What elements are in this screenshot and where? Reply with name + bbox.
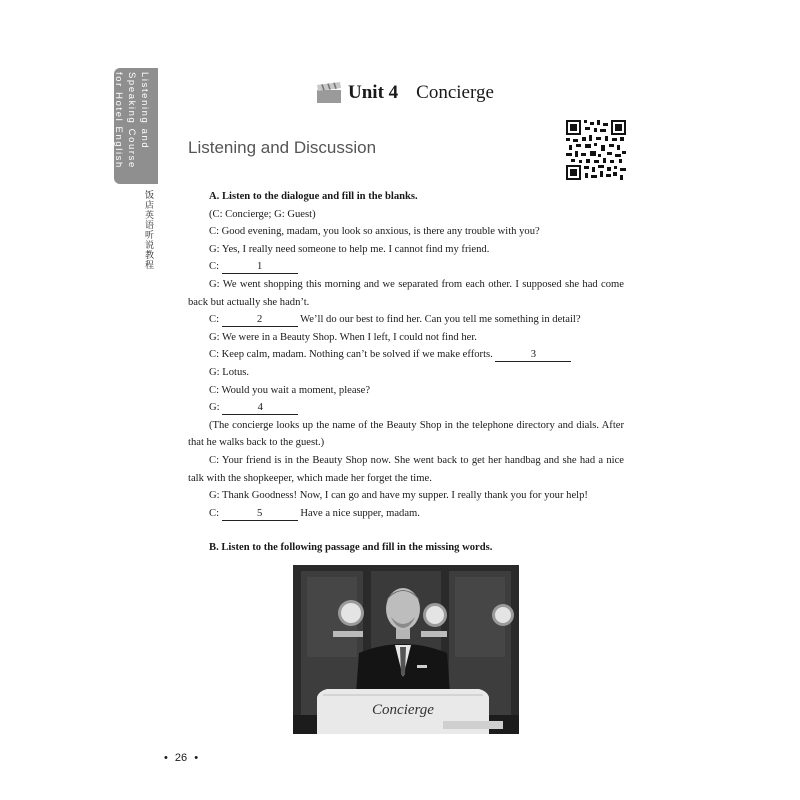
answer-blank-2[interactable]: 2: [222, 314, 298, 327]
answer-blank-4[interactable]: 4: [222, 402, 298, 415]
dialogue-line: G: We went shopping this morning and we separated from each other. I supposed she had come back but actually she hadn’t.: [188, 278, 624, 308]
dialogue-line: G: Lotus.: [209, 366, 250, 378]
page-number-footer: [164, 752, 198, 764]
dialogue-line: G: 4: [188, 399, 624, 417]
dialogue-line: C: Keep calm, madam. Nothing can’t be solved if we make efforts. 3: [188, 346, 624, 364]
dialogue-line: C: Your friend is in the Beauty Shop now. She went back to get her handbag and she had a nice talk with the shopkeeper, which made her forget the time.: [188, 454, 624, 484]
page-bullet: •: [194, 752, 199, 764]
qr-code[interactable]: [566, 120, 626, 180]
dialogue-line: (C: Concierge; G: Guest): [209, 208, 316, 220]
desk-sign-text: Concierge: [372, 702, 434, 718]
dialogue-line: C: 1: [188, 258, 624, 276]
answer-blank-3[interactable]: 3: [495, 349, 571, 362]
unit-title: Concierge: [416, 82, 494, 103]
page-bullet: •: [164, 752, 168, 764]
part-b-heading: B. Listen to the following passage and fill in the missing words.: [209, 542, 493, 554]
unit-header: [316, 82, 494, 104]
part-a-heading: A. Listen to the dialogue and fill in the blanks.: [209, 191, 418, 202]
answer-blank-1[interactable]: 1: [222, 261, 298, 274]
dialogue-line: C: Would you wait a moment, please?: [209, 384, 371, 396]
dialogue-line: C: Good evening, madam, you look so anxious, is there any trouble with you?: [209, 226, 540, 238]
clapperboard-icon: [316, 82, 342, 104]
page-number: 26: [174, 752, 188, 764]
dialogue-line: G: Thank Goodness! Now, I can go and have my supper. I really thank you for your help!: [209, 490, 588, 502]
dialogue-line: G: Yes, I really need someone to help me. I cannot find my friend.: [209, 243, 490, 255]
section-title: Listening and Discussion: [188, 138, 377, 157]
dialogue-content: [188, 188, 624, 557]
dialogue-line: C: 2 We’ll do our best to find her. Can you tell me something in detail?: [209, 314, 581, 326]
unit-number: Unit 4: [348, 82, 399, 103]
side-tab: [114, 68, 158, 184]
dialogue-line: C: 5 Have a nice supper, madam.: [209, 507, 420, 519]
side-tab-title: Listening and Speaking Course for Hotel English: [113, 72, 150, 169]
dialogue-line: (The concierge looks up the name of the Beauty Shop in the telephone directory and dials. After that he walks back to the guest.): [188, 419, 624, 449]
concierge-photo: [293, 565, 519, 734]
side-tab-chinese: 饭店英语听说教程: [143, 190, 153, 270]
dialogue-line: G: We were in a Beauty Shop. When I left, I could not find her.: [209, 331, 477, 343]
answer-blank-5[interactable]: 5: [222, 508, 298, 521]
